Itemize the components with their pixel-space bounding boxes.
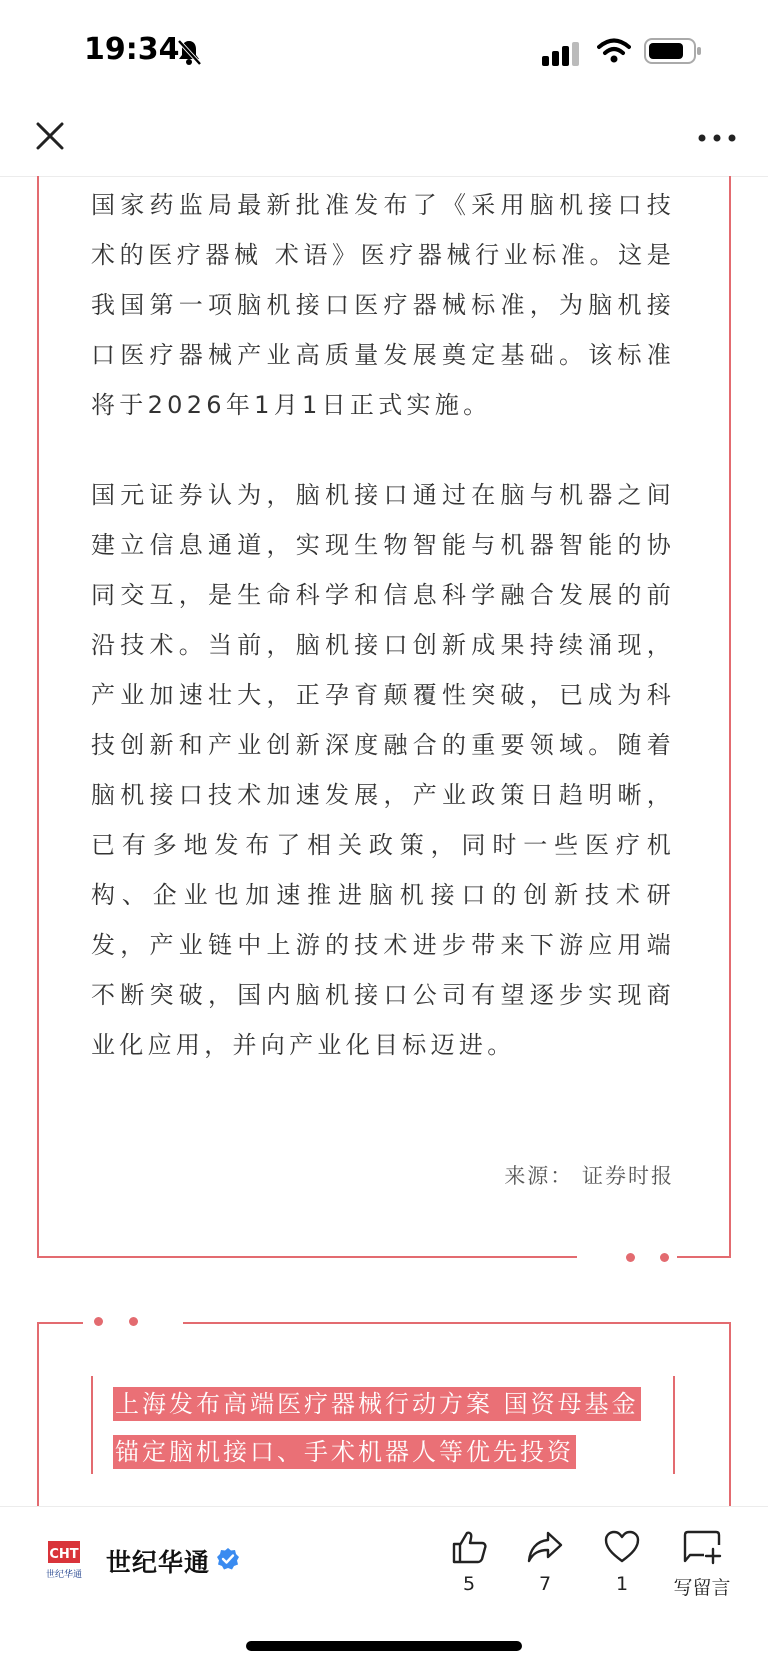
related-headline: 上海发布高端医疗器械行动方案 国资母基金锚定脑机接口、手术机器人等优先投资 — [113, 1387, 641, 1469]
comment-button[interactable] — [664, 1529, 740, 1600]
decor-dot — [626, 1253, 635, 1262]
battery-icon — [644, 38, 702, 64]
top-nav-bar — [0, 100, 768, 177]
article-source: 来源： 证券时报 — [504, 1164, 674, 1188]
decor-dot — [94, 1317, 103, 1326]
bell-slash-icon — [176, 38, 202, 66]
cellular-signal-icon — [542, 42, 582, 66]
related-article-link[interactable] — [91, 1376, 675, 1474]
share-icon — [526, 1529, 564, 1565]
more-horizontal-icon[interactable] — [692, 120, 742, 156]
heart-icon — [603, 1529, 641, 1565]
thumbs-up-icon — [450, 1529, 488, 1565]
decor-dot — [660, 1253, 669, 1262]
share-button[interactable] — [510, 1529, 580, 1595]
favorite-count: 1 — [615, 1573, 629, 1595]
account-logo[interactable] — [44, 1539, 84, 1583]
comment-add-icon — [682, 1529, 722, 1565]
like-button[interactable] — [434, 1529, 504, 1595]
comment-label: 写留言 — [673, 1577, 731, 1599]
home-indicator[interactable] — [246, 1641, 522, 1651]
close-icon[interactable] — [30, 116, 70, 156]
article-paragraph: 国家药监局最新批准发布了《采用脑机接口技术的医疗器械 术语》医疗器械行业标准。这是我国第一项脑机接口医疗器械标准，为脑机接口医疗器械产业高质量发展奠定基础。该标准将于2026年1月1日正式实施。 — [91, 191, 675, 419]
share-count: 7 — [538, 1573, 552, 1595]
logo-caption: 世纪华通 — [45, 1570, 83, 1580]
verified-badge-icon — [216, 1547, 240, 1571]
author-name[interactable]: 世纪华通 — [106, 1548, 211, 1577]
decor-dot — [129, 1317, 138, 1326]
wifi-icon — [597, 38, 631, 64]
article-paragraph: 国元证券认为，脑机接口通过在脑与机器之间建立信息通道，实现生物智能与机器智能的协同交互，是生命科学和信息科学融合发展的前沿技术。当前，脑机接口创新成果持续涌现，产业加速壮大，正孕育颠覆性突破，已成为科技创新和产业创新深度融合的重要领域。随着脑机接口技术加速发展，产业政策日趋明晰，已有多地发布了相关政策，同时一些医疗机构、企业也加速推进脑机接口的创新技术研发，产业链中上游的技术进步带来下游应用端不断突破，国内脑机接口公司有望逐步实现商业化应用，并向产业化目标迈进。 — [91, 481, 675, 1059]
status-bar — [0, 0, 768, 100]
article-content — [0, 176, 768, 1506]
logo-text: CHT — [49, 1547, 79, 1562]
status-time: 19:34 — [84, 32, 180, 67]
bottom-bar — [0, 1506, 768, 1666]
like-count: 5 — [462, 1573, 476, 1595]
favorite-button[interactable] — [587, 1529, 657, 1595]
